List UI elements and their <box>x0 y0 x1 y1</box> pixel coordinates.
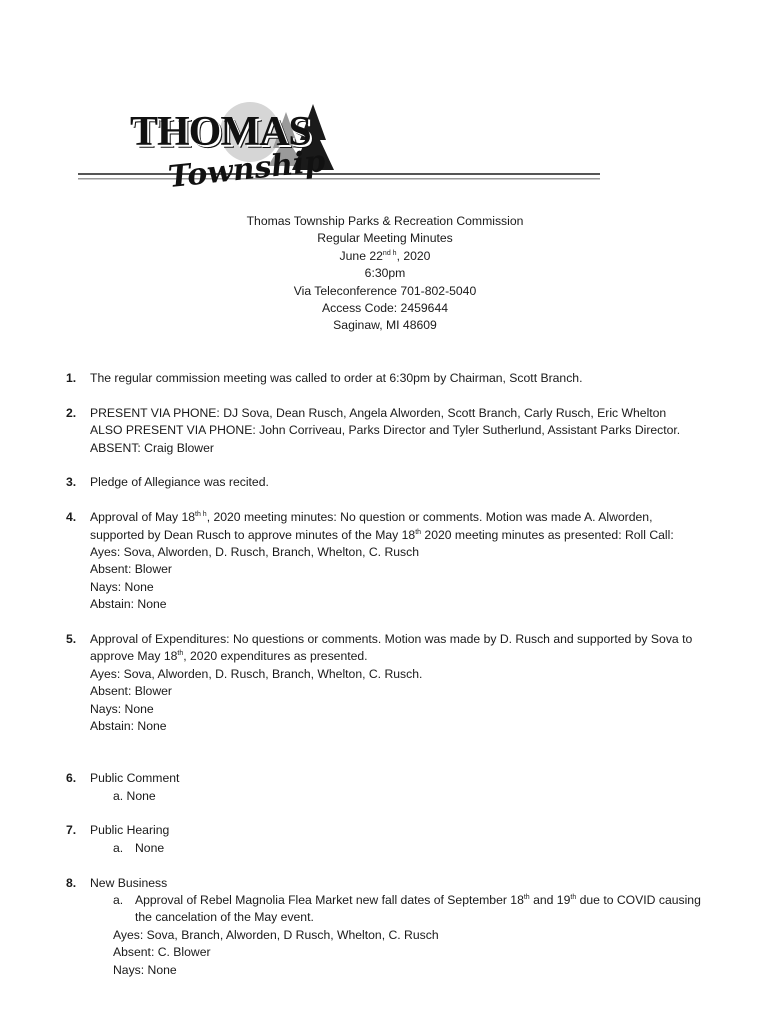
agenda-item-2 <box>66 405 746 457</box>
absent-line: Absent: Blower <box>90 684 172 699</box>
minutes-list <box>66 370 746 979</box>
logo-script: Township <box>166 143 328 196</box>
sub-item-a: a. None <box>113 788 156 803</box>
sub-item-a <box>90 892 746 927</box>
item-number: 1. <box>66 371 77 385</box>
header-time: 6:30pm <box>364 266 406 281</box>
ayes-line: Ayes: Sova, Alworden, D. Rusch, Branch, Whelton, C. Rusch. <box>90 666 423 681</box>
ayes-line: Ayes: Sova, Branch, Alworden, D Rusch, Whelton, C. Rusch <box>113 927 439 942</box>
item-text: Pledge of Allegiance was recited. <box>90 475 269 490</box>
logo-wordmark: THOMAS <box>130 109 311 155</box>
item-number: 3. <box>66 475 77 490</box>
document-header <box>0 213 770 335</box>
sub-item-text: None <box>135 840 165 855</box>
item-title: Public Hearing <box>90 823 170 838</box>
sub-item-label: a. <box>113 840 124 855</box>
agenda-item-4 <box>66 509 746 613</box>
agenda-item-7 <box>66 822 746 857</box>
present-line: PRESENT VIA PHONE: DJ Sova, Dean Rusch, Angela Alworden, Scott Branch, Carly Rusch, Eric Whelton <box>90 405 667 420</box>
nays-line: Nays: None <box>90 579 154 594</box>
agenda-item-5 <box>66 631 746 735</box>
header-teleconference: Via Teleconference 701-802-5040 <box>293 283 477 298</box>
header-date: June 22nd $^h$, 2020 <box>339 248 431 263</box>
header-title: Regular Meeting Minutes <box>317 231 453 246</box>
also-present-line: ALSO PRESENT VIA PHONE: John Corriveau, Parks Director and Tyler Sutherlund, Assistant Parks Director. <box>90 423 681 438</box>
absent-line: Absent: Blower <box>90 562 172 577</box>
township-logo <box>78 96 602 196</box>
sub-item-a <box>90 840 746 857</box>
item-number: 4. <box>66 510 77 525</box>
item-number: 8. <box>66 875 77 890</box>
agenda-item-3 <box>66 474 746 491</box>
motion-line-1: Approval of Expenditures: No questions or comments. Motion was made by D. Rusch and supported by Sova to <box>90 632 693 647</box>
item-number: 6. <box>66 771 77 786</box>
abstain-line: Abstain: None <box>90 719 167 734</box>
ayes-line: Ayes: Sova, Alworden, D. Rusch, Branch, Whelton, C. Rusch <box>90 545 419 560</box>
item-text: The regular commission meeting was called to order at 6:30pm by Chairman, Scott Branch. <box>90 371 583 385</box>
item-number: 2. <box>66 405 77 420</box>
item-number: 7. <box>66 823 77 838</box>
motion-line-1: Approval of May $18^{th h}$, 2020 meeting minutes: No question or comments. Motion was made A. Alworden, <box>90 510 653 525</box>
header-access-code: Access Code: 2459644 <box>321 301 449 316</box>
abstain-line: Abstain: None <box>90 597 167 612</box>
motion-line-2: approve May 18th, 2020 expenditures as presented. <box>90 649 368 664</box>
header-city: Saginaw, MI 48609 <box>333 318 437 333</box>
agenda-item-8 <box>66 875 746 979</box>
agenda-item-1 <box>66 370 746 387</box>
nays-line: Nays: None <box>90 701 154 716</box>
motion-line-2: supported by Dean Rusch to approve minutes of the May 18th 2020 meeting minutes as presented: Roll Call: <box>90 527 674 542</box>
item-title: Public Comment <box>90 771 180 786</box>
sub-item-text-1: Approval of Rebel Magnolia Flea Market new fall dates of September 18th and 19th due to COVID causing <box>135 893 701 908</box>
header-org: Thomas Township Parks & Recreation Commission <box>246 214 524 228</box>
absent-line: Absent: C. Blower <box>113 945 211 960</box>
logo-rule-top <box>78 173 600 175</box>
absent-line: ABSENT: Craig Blower <box>90 440 214 455</box>
logo-rule-bottom <box>78 178 600 180</box>
sub-item-text-2: the cancelation of the May event. <box>135 910 314 925</box>
agenda-item-6 <box>66 770 746 805</box>
nays-line: Nays: None <box>113 962 177 977</box>
sub-item-label: a. <box>113 893 124 908</box>
item-number: 5. <box>66 632 77 647</box>
item-title: New Business <box>90 875 168 890</box>
